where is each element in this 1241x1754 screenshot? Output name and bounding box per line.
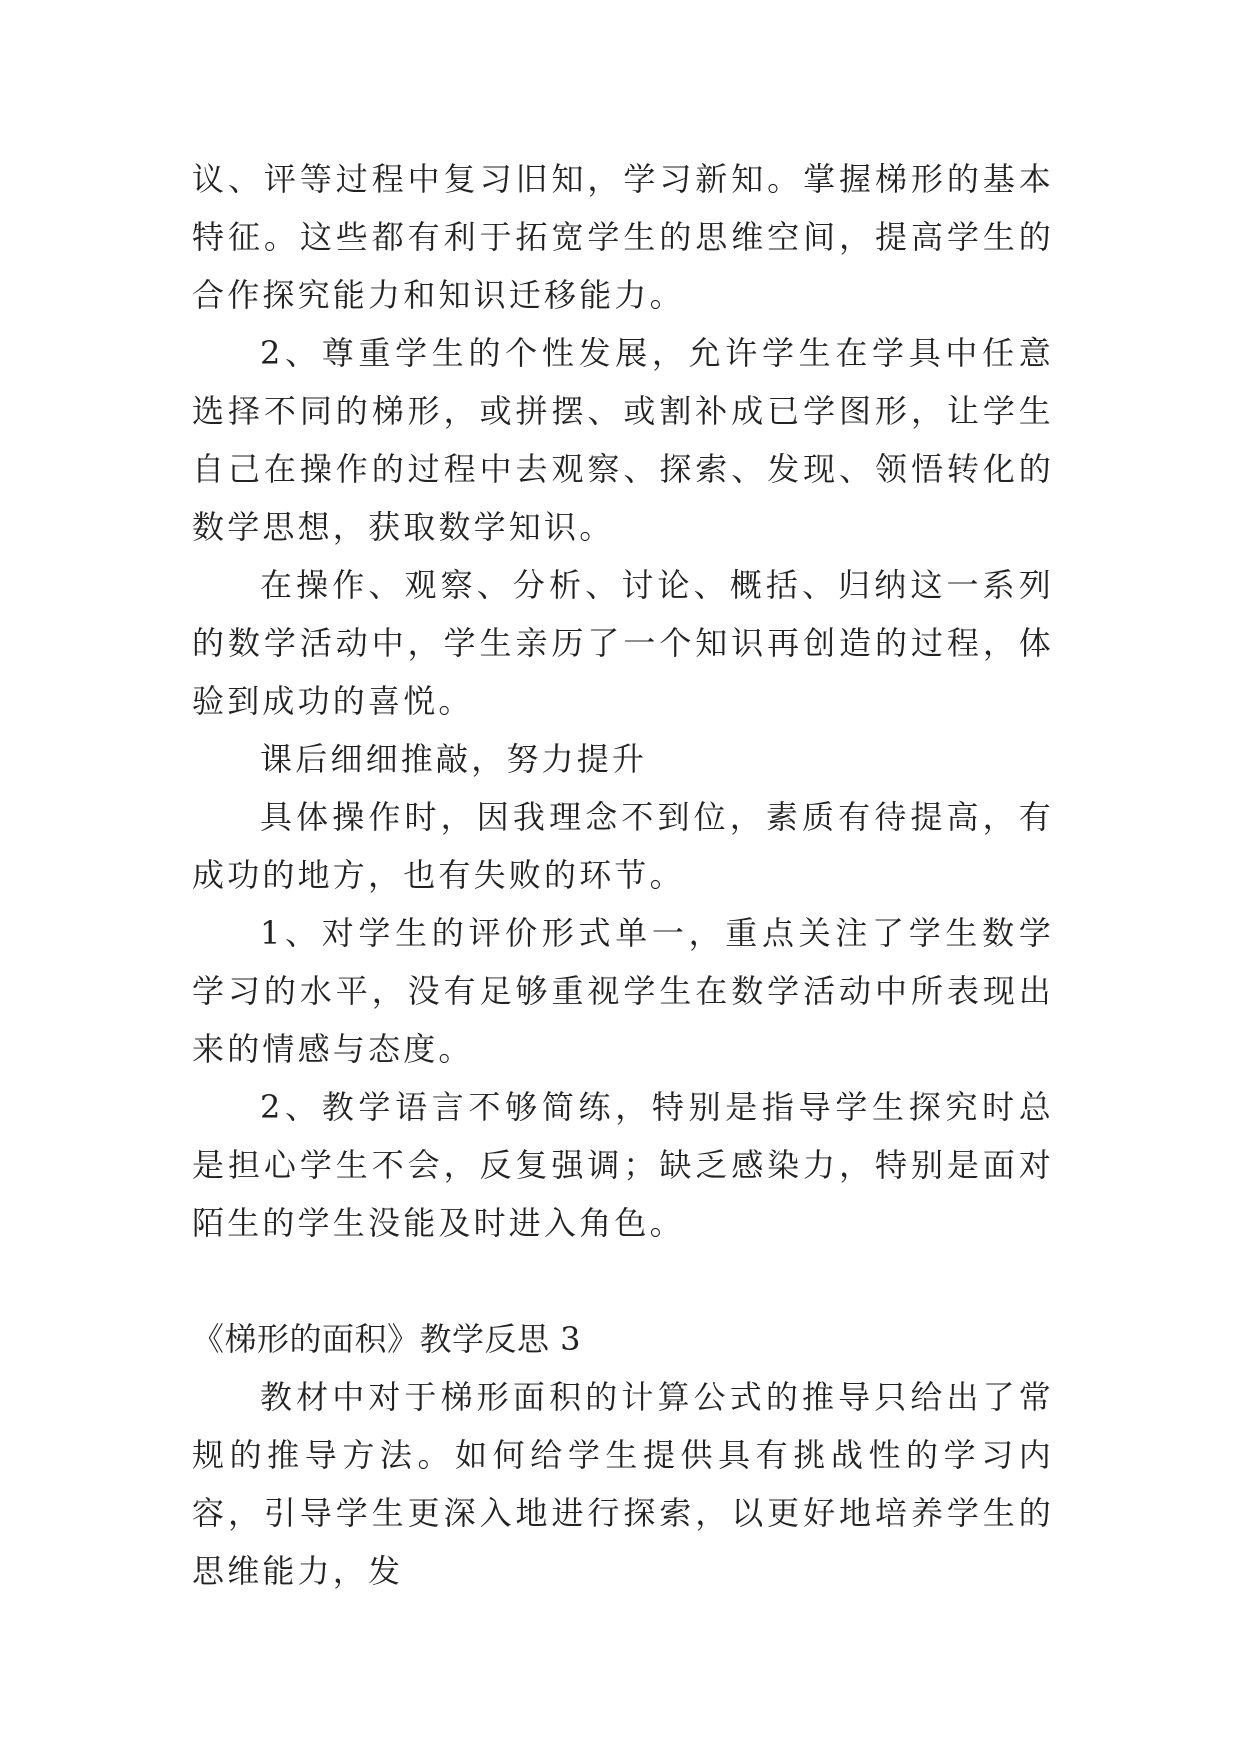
paragraph-3: 在操作、观察、分析、讨论、概括、归纳这一系列的数学活动中，学生亲历了一个知识再创造的过程，体验到成功的喜悦。 xyxy=(192,566,1054,720)
paragraph-7: 2、教学语言不够简练，特别是指导学生探究时总是担心学生不会，反复强调；缺乏感染力，特别是面对陌生的学生没能及时进入角色。 xyxy=(192,1088,1054,1242)
paragraph-6: 1、对学生的评价形式单一，重点关注了学生数学学习的水平，没有足够重视学生在数学活动中所表现出来的情感与态度。 xyxy=(192,914,1054,1068)
paragraph-1: 议、评等过程中复习旧知，学习新知。掌握梯形的基本特征。这些都有利于拓宽学生的思维空间，提高学生的合作探究能力和知识迁移能力。 xyxy=(192,160,1054,314)
paragraph-4-subheading: 课后细细推敲，努力提升 xyxy=(260,740,648,778)
section-title: 《梯形的面积》教学反思 3 xyxy=(192,1320,582,1358)
paragraph-5: 具体操作时，因我理念不到位，素质有待提高，有成功的地方，也有失败的环节。 xyxy=(192,798,1054,894)
section-paragraph-1: 教材中对于梯形面积的计算公式的推导只给出了常规的推导方法。如何给学生提供具有挑战性的学习内容，引导学生更深入地进行探索，以更好地培养学生的思维能力，发 xyxy=(192,1378,1054,1590)
paragraph-2: 2、尊重学生的个性发展，允许学生在学具中任意选择不同的梯形，或拼摆、或割补成已学图形，让学生自己在操作的过程中去观察、探索、发现、领悟转化的数学思想，获取数学知识。 xyxy=(192,334,1054,546)
document-body xyxy=(192,150,1054,1600)
